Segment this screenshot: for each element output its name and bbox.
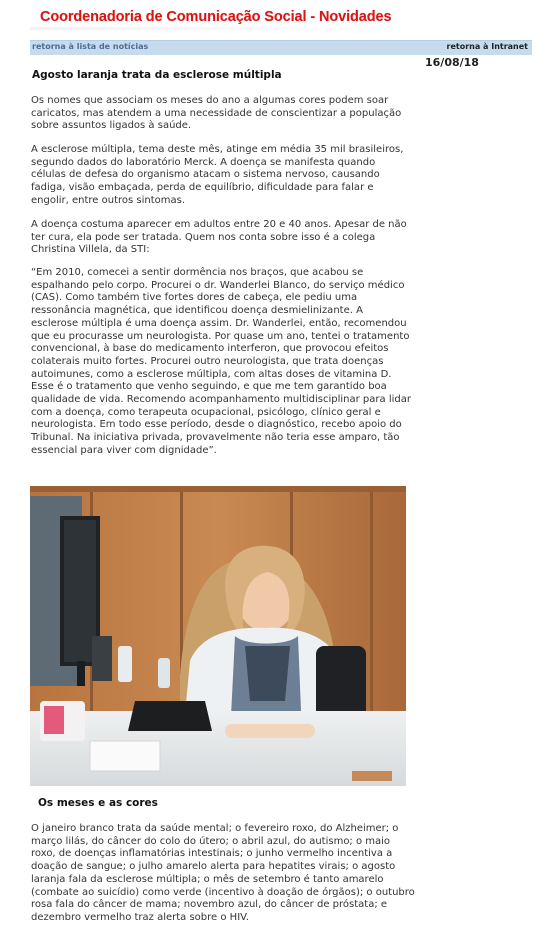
article-date: 16/08/18 — [425, 56, 479, 69]
article-photo — [30, 486, 406, 786]
banner-underline — [30, 27, 410, 30]
article-quote: “Em 2010, comecei a sentir dormência nos braços, que acabou se espalhando pelo corpo. Procurei o dr. Wanderlei Blanco, do serviço médico (CAS). Como também tive fortes dores de cabeça, ele pediu uma ressonância magnética, que identificou doença desmielinizante. A esclerose múltipla é uma doença assim. Dr. Wanderlei, então, recomendou que eu procurasse um neurologista. Por quase um ano, tentei o tratamento convencional, à base do medicamento interferon, que provocou efeitos colaterais muito fortes. Procurei outro neurologista, que trata doenças autoimunes, como a esclerose múltipla, com altas doses de vitamina D. Esse é o tratamento que venho seguindo, e que me tem garantido boa qualidade de vida. Recomendo acompanhamento multidisciplinar para lidar com a doença, como terapeuta ocupacional, psicólogo, clínico geral e neurologista. Em todo esse período, desde o diagnóstico, recebo apoio do Tribunal. Na iniciativa privada, provavelmente não teria esse amparo, tão essencial para viver com dignidade”. — [31, 267, 411, 456]
section-paragraph: O janeiro branco trata da saúde mental; o fevereiro roxo, do Alzheimer; o março lilás, do câncer do colo do útero; o abril azul, do autismo; o maio roxo, de doenças inflamatórias intestinais; o junho vermelho incentiva a doação de sangue; o julho amarelo alerta para hepatites virais; o agosto laranja fala da esclerose múltipla; o mês de setembro é tanto amarelo (combate ao suicídio) como verde (incentivo à doação de órgãos); o outubro rosa fala do câncer de mama; novembro azul, do câncer de próstata; e dezembro vermelho traz alerta sobre o HIV. — [31, 823, 415, 923]
article-paragraph: Os nomes que associam os meses do ano a algumas cores podem soar caricatos, mas atendem a uma necessidade de conscientizar a população sobre assuntos ligados à saúde. — [31, 95, 402, 132]
header-banner — [30, 5, 410, 31]
back-to-news-link[interactable]: retorna à lista de notícias — [32, 42, 149, 51]
office-photo-illustration — [30, 486, 406, 786]
section-heading: Os meses e as cores — [38, 797, 158, 809]
article-paragraph: A doença costuma aparecer em adultos entre 20 e 40 anos. Apesar de não ter cura, ela pode ser tratada. Quem nos conta sobre isso é a colega Christina Villela, da STI: — [31, 219, 407, 256]
article-paragraph: A esclerose múltipla, tema deste mês, atinge em média 35 mil brasileiros, segundo dados do laboratório Merck. A doença se manifesta quando células de defesa do organismo atacam o sistema nervoso, causando fadiga, visão embaçada, perda de equilíbrio, dificuldade para falar e engolir, entre outros sintomas. — [31, 144, 404, 206]
back-to-intranet-link[interactable]: retorna à Intranet — [446, 42, 528, 51]
nav-bar — [30, 40, 532, 55]
article-title: Agosto laranja trata da esclerose múltipla — [32, 69, 282, 81]
site-title: Coordenadoria de Comunicação Social - Novidades — [40, 9, 392, 25]
